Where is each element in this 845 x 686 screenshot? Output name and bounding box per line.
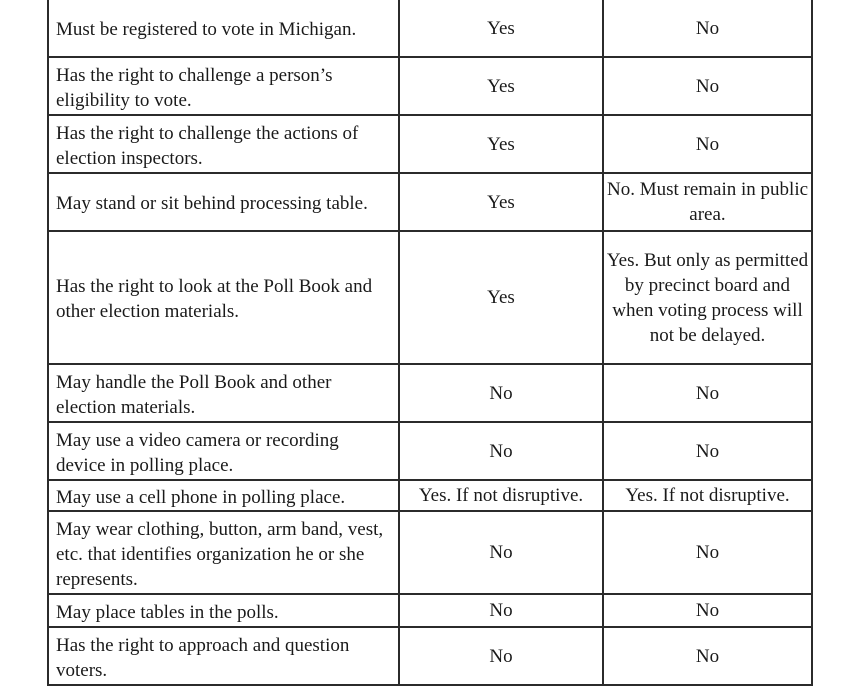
table-row <box>48 231 812 364</box>
row-description: May use a video camera or recording device in polling place. <box>48 422 399 480</box>
row-description: Has the right to challenge a person’s eligibility to vote. <box>48 57 399 115</box>
row-value-a: No <box>399 511 603 594</box>
row-value-a: Yes <box>399 57 603 115</box>
row-description: Has the right to approach and question voters. <box>48 627 399 685</box>
table-row <box>48 364 812 422</box>
row-value-a: No <box>399 627 603 685</box>
table-row <box>48 511 812 594</box>
row-value-a: No <box>399 422 603 480</box>
table-row <box>48 57 812 115</box>
table-row <box>48 115 812 173</box>
row-description: Has the right to look at the Poll Book and other election materials. <box>48 231 399 364</box>
row-value-a: No <box>399 594 603 627</box>
row-value-b: No <box>603 594 812 627</box>
row-description: May handle the Poll Book and other election materials. <box>48 364 399 422</box>
row-value-b: No <box>603 115 812 173</box>
table-row <box>48 594 812 627</box>
row-value-b: No <box>603 511 812 594</box>
row-value-b: Yes. If not disruptive. <box>603 480 812 511</box>
row-value-a: Yes. If not disruptive. <box>399 480 603 511</box>
row-description: May place tables in the polls. <box>48 594 399 627</box>
row-value-b: No <box>603 0 812 57</box>
row-value-b: Yes. But only as permitted by precinct board and when voting process will not be delayed. <box>603 231 812 364</box>
rules-table <box>47 0 813 686</box>
table-row <box>48 422 812 480</box>
row-value-a: Yes <box>399 115 603 173</box>
table-row <box>48 627 812 685</box>
row-description: May use a cell phone in polling place. <box>48 480 399 511</box>
row-value-a: No <box>399 364 603 422</box>
row-description: Has the right to challenge the actions of election inspectors. <box>48 115 399 173</box>
row-value-b: No <box>603 627 812 685</box>
row-value-b: No <box>603 364 812 422</box>
row-description: Must be registered to vote in Michigan. <box>48 0 399 57</box>
table-row <box>48 0 812 57</box>
row-value-b: No. Must remain in public area. <box>603 173 812 231</box>
table-row <box>48 173 812 231</box>
row-value-b: No <box>603 57 812 115</box>
row-description: May wear clothing, button, arm band, vest, etc. that identifies organization he or she represents. <box>48 511 399 594</box>
row-value-b: No <box>603 422 812 480</box>
row-value-a: Yes <box>399 231 603 364</box>
row-description: May stand or sit behind processing table. <box>48 173 399 231</box>
row-value-a: Yes <box>399 173 603 231</box>
table-row <box>48 480 812 511</box>
row-value-a: Yes <box>399 0 603 57</box>
